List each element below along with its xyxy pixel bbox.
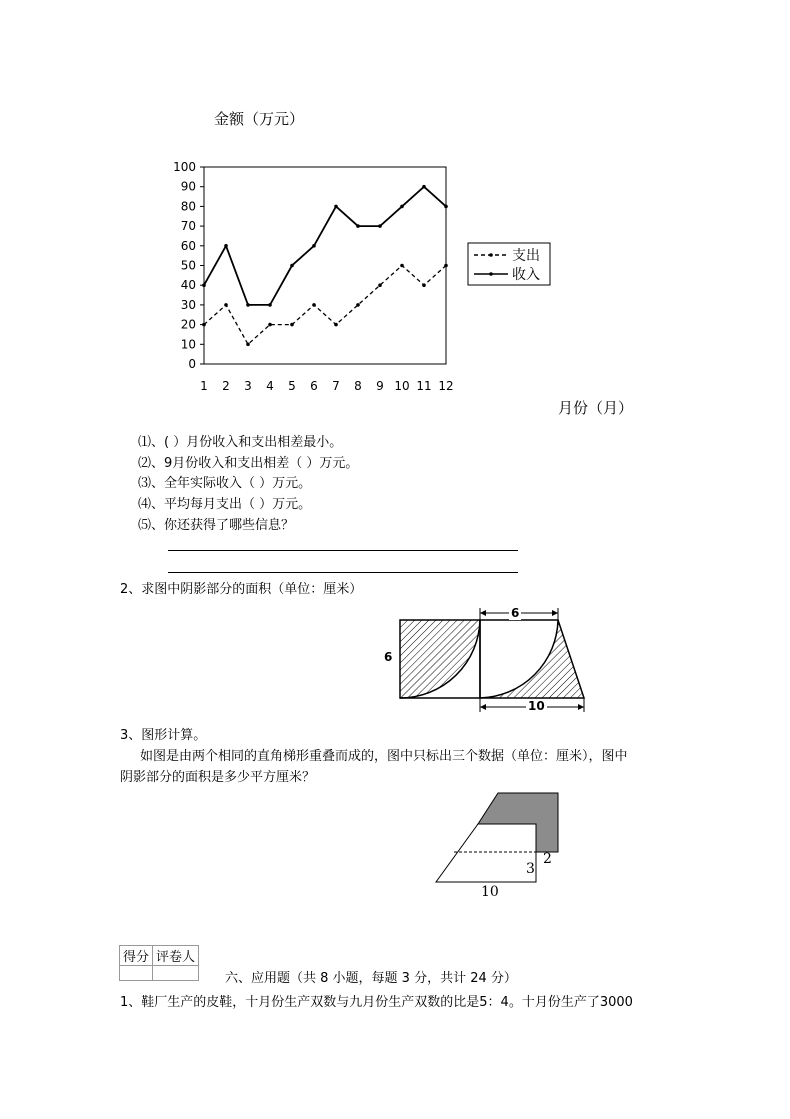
- chart-x-axis-label: 月份（月）: [558, 399, 634, 417]
- x-tick-label: 12: [438, 379, 454, 393]
- x-tick-label: 4: [266, 379, 274, 393]
- question-1: ⑴、( ）月份收入和支出相差最小。: [138, 435, 343, 450]
- x-tick-label: 2: [222, 379, 230, 393]
- legend-label: 支出: [512, 248, 540, 264]
- x-tick-label: 10: [394, 379, 410, 393]
- trapezoid-figure: [432, 788, 572, 888]
- data-point: [422, 185, 426, 189]
- data-point: [378, 283, 382, 287]
- y-tick-label: 90: [180, 179, 196, 194]
- problem-3-desc-2: 阴影部分的面积是多少平方厘米？: [120, 770, 316, 785]
- grader-cell[interactable]: [153, 966, 199, 981]
- x-tick-label: 9: [376, 379, 384, 393]
- question-2: ⑵、9月份收入和支出相差（ ）万元。: [138, 456, 359, 471]
- data-point: [422, 283, 426, 287]
- x-tick-label: 8: [354, 379, 362, 393]
- score-label: 得分: [120, 946, 153, 966]
- data-point: [246, 303, 250, 307]
- data-point: [444, 264, 448, 268]
- line-chart: [160, 155, 560, 395]
- problem-3-desc-1: 如图是由两个相同的直角梯形重叠而成的，图中只标出三个数据（单位：厘米），图中: [140, 749, 628, 764]
- section-6-question-1: 1、鞋厂生产的皮鞋，十月份生产双数与九月份生产双数的比是5：4。十月份生产了3000: [120, 995, 633, 1010]
- legend-marker: [489, 272, 493, 276]
- data-point: [268, 303, 272, 307]
- y-tick-label: 80: [180, 199, 196, 214]
- answer-line-1[interactable]: [168, 550, 518, 551]
- right-shaded-region: [480, 620, 584, 698]
- y-tick-label: 70: [180, 219, 196, 234]
- data-point: [444, 205, 448, 209]
- x-tick-label: 3: [244, 379, 252, 393]
- question-4: ⑷、平均每月支出（ ）万元。: [138, 497, 312, 512]
- problem-3-title: 3、图形计算。: [120, 728, 207, 743]
- shaded-area-figure: [380, 605, 590, 715]
- score-cell[interactable]: [120, 966, 153, 981]
- section-6-heading: 六、应用题（共 8 小题，每题 3 分，共计 24 分）: [225, 971, 517, 986]
- y-tick-label: 0: [188, 357, 196, 371]
- chart-y-axis-label: 金额（万元）: [214, 110, 305, 128]
- data-point: [202, 323, 206, 327]
- y-tick-label: 10: [180, 337, 196, 352]
- dim-label-10: 10: [481, 884, 499, 900]
- y-tick-label: 50: [180, 258, 196, 273]
- problem-2-text: 2、求图中阴影部分的面积（单位：厘米）: [120, 582, 363, 597]
- question-3: ⑶、全年实际收入（ ）万元。: [138, 476, 312, 491]
- x-tick-label: 7: [332, 379, 340, 393]
- data-point: [334, 205, 338, 209]
- dim-label-left: 6: [384, 650, 393, 664]
- legend-marker: [489, 253, 493, 257]
- data-point: [224, 244, 228, 248]
- data-point: [334, 323, 338, 327]
- plot-area: [204, 167, 446, 364]
- data-point: [312, 244, 316, 248]
- dim-label-top: 6: [511, 606, 520, 620]
- left-shaded-region: [400, 620, 480, 698]
- question-5: ⑸、你还获得了哪些信息？: [138, 518, 295, 533]
- data-point: [224, 303, 228, 307]
- data-point: [400, 264, 404, 268]
- series-line-支出: [204, 266, 446, 345]
- y-tick-label: 40: [180, 278, 196, 293]
- dim-label-2: 2: [543, 851, 552, 867]
- dim-label-3: 3: [526, 861, 535, 877]
- answer-line-2[interactable]: [168, 572, 518, 573]
- data-point: [290, 323, 294, 327]
- x-tick-label: 11: [416, 379, 432, 393]
- x-tick-label: 5: [288, 379, 296, 393]
- x-tick-label: 6: [310, 379, 318, 393]
- data-point: [290, 264, 294, 268]
- y-tick-label: 20: [180, 317, 196, 332]
- y-tick-label: 60: [180, 238, 196, 253]
- data-point: [268, 323, 272, 327]
- data-point: [312, 303, 316, 307]
- data-point: [202, 283, 206, 287]
- series-line-收入: [204, 187, 446, 305]
- grader-label: 评卷人: [153, 946, 199, 966]
- x-tick-label: 1: [200, 379, 208, 393]
- y-tick-label: 30: [180, 297, 196, 312]
- data-point: [400, 205, 404, 209]
- y-tick-label: 100: [173, 160, 196, 174]
- data-point: [356, 303, 360, 307]
- score-table: [119, 945, 199, 981]
- dim-label-bottom: 10: [528, 699, 545, 713]
- data-point: [246, 343, 250, 347]
- data-point: [378, 224, 382, 228]
- legend-label: 收入: [512, 267, 540, 283]
- data-point: [356, 224, 360, 228]
